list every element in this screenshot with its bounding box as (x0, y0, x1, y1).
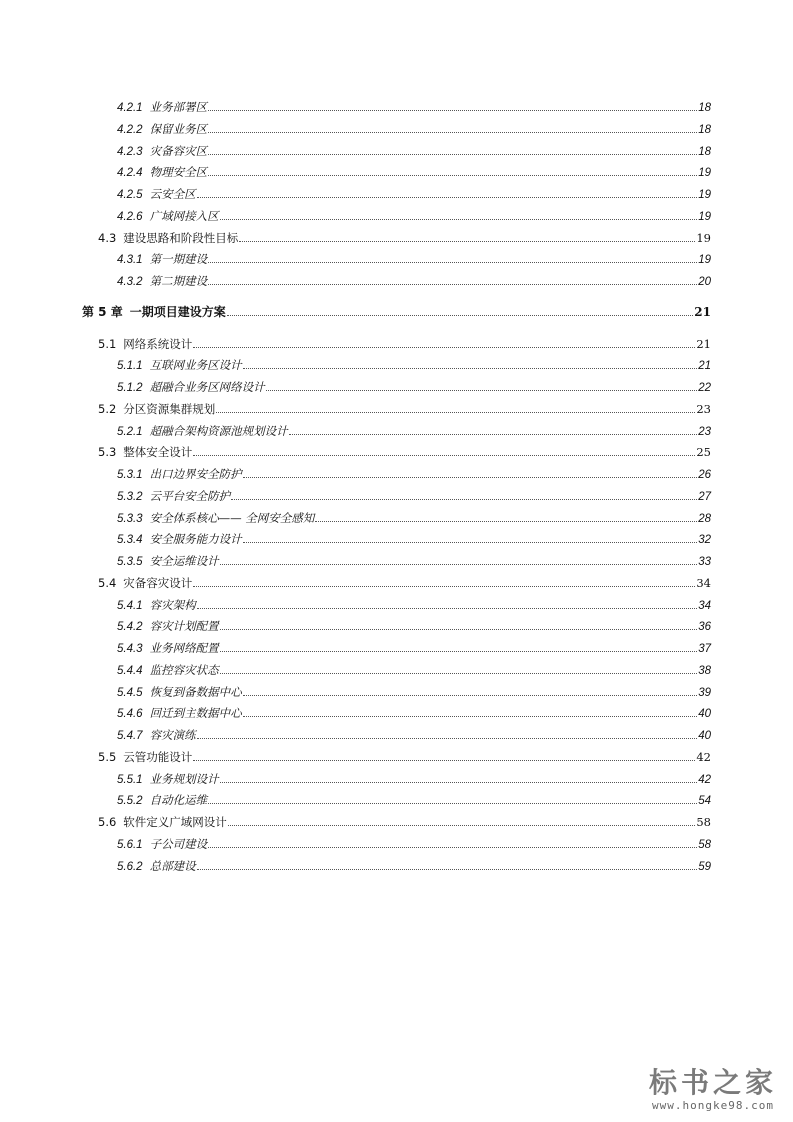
toc-entry-page-number: 18 (698, 123, 711, 136)
toc-entry-title: 总部建设 (149, 858, 196, 873)
toc-entry-title: 第一期建设 (149, 252, 208, 267)
toc-entry-title: 超融合架构资源池规划设计 (149, 423, 288, 438)
toc-entry-page-number: 19 (696, 230, 711, 245)
toc-subsection-entry[interactable] (117, 465, 711, 483)
toc-entry-page-number: 40 (698, 708, 711, 721)
toc-entry-title: 自动化运维 (149, 793, 208, 808)
toc-dot-leader (216, 412, 695, 413)
toc-entry-page-number: 26 (698, 469, 711, 481)
toc-entry-page-number: 34 (696, 575, 711, 590)
toc-entry-title: 分区资源集群规划 (123, 401, 216, 416)
toc-dot-leader (208, 110, 697, 111)
toc-dot-leader (197, 197, 698, 198)
toc-entry-page-number: 21 (698, 360, 711, 373)
toc-entry-page-number: 58 (696, 815, 711, 829)
toc-entry-title: 灾备容灾设计 (123, 575, 193, 590)
toc-dot-leader (193, 455, 695, 456)
watermark-url: www.hongke98.com (652, 1099, 774, 1112)
toc-subsection-entry[interactable] (117, 835, 711, 853)
toc-entry-page-number: 42 (698, 773, 711, 786)
toc-entry-page-number: 38 (698, 664, 711, 677)
toc-dot-leader (193, 586, 695, 587)
toc-section-entry[interactable] (98, 574, 711, 592)
toc-dot-leader (208, 154, 697, 155)
toc-entry-page-number: 39 (698, 686, 711, 699)
toc-entry-number: 4.2.3 (117, 145, 143, 158)
toc-entry-page-number: 18 (698, 145, 711, 158)
toc-entry-title: 安全运维设计 (149, 554, 219, 568)
toc-subsection-entry[interactable] (117, 163, 711, 181)
toc-entry-page-number: 27 (698, 490, 711, 503)
toc-dot-leader (231, 499, 697, 500)
toc-entry-title: 超融合业务区网络设计 (149, 380, 265, 394)
toc-entry-number: 5.3.1 (117, 469, 143, 481)
toc-subsection-entry[interactable] (117, 552, 711, 570)
toc-entry-number: 5.6 (98, 815, 117, 829)
toc-subsection-entry[interactable] (117, 770, 711, 788)
toc-entry-page-number: 22 (698, 382, 711, 394)
toc-entry-title: 建设思路和阶段性目标 (123, 230, 239, 245)
toc-subsection-entry[interactable] (117, 356, 711, 374)
toc-entry-title: 容灾演练 (149, 728, 196, 742)
toc-entry-number: 5.4 (98, 575, 117, 590)
toc-subsection-entry[interactable] (117, 250, 711, 268)
toc-subsection-entry[interactable] (117, 617, 711, 635)
toc-entry-number: 5.3.5 (117, 556, 143, 568)
toc-dot-leader (243, 716, 698, 717)
toc-entry-title: 云平台安全防护 (149, 488, 231, 503)
toc-dot-leader (239, 241, 695, 242)
toc-subsection-entry[interactable] (117, 530, 711, 548)
toc-entry-title: 互联网业务区设计 (149, 358, 242, 373)
toc-entry-number: 4.3.2 (117, 276, 143, 288)
toc-dot-leader (227, 315, 694, 316)
toc-entry-page-number: 25 (696, 445, 711, 460)
toc-dot-leader (315, 521, 697, 522)
toc-section-entry[interactable] (98, 229, 711, 247)
toc-dot-leader (208, 284, 697, 285)
toc-chapter-entry[interactable] (82, 303, 711, 321)
toc-entry-number: 5.1.2 (117, 382, 143, 394)
toc-entry-title: 整体安全设计 (123, 445, 193, 460)
toc-entry-number: 5.4.4 (117, 664, 143, 677)
toc-dot-leader (220, 673, 698, 674)
toc-entry-page-number: 19 (698, 189, 711, 201)
toc-entry-page-number: 58 (698, 838, 711, 851)
toc-subsection-entry[interactable] (117, 683, 711, 701)
toc-dot-leader (220, 651, 698, 652)
toc-entry-title: 安全体系核心—— 全网安全感知 (149, 510, 315, 525)
toc-dot-leader (228, 825, 696, 826)
toc-subsection-entry[interactable] (117, 207, 711, 225)
toc-entry-page-number: 28 (698, 512, 711, 525)
toc-entry-number: 5.4.7 (117, 730, 143, 742)
toc-entry-page-number: 18 (698, 102, 711, 114)
toc-entry-number: 5.3.4 (117, 534, 143, 547)
toc-entry-title: 子公司建设 (149, 836, 208, 851)
toc-section-entry[interactable] (98, 748, 711, 766)
toc-dot-leader (243, 477, 698, 478)
toc-dot-leader (220, 629, 698, 630)
toc-entry-title: 出口边界安全防护 (149, 467, 242, 481)
toc-entry-page-number: 40 (698, 730, 711, 742)
toc-entry-page-number: 37 (698, 643, 711, 655)
toc-subsection-entry[interactable] (117, 726, 711, 744)
toc-dot-leader (208, 175, 697, 176)
toc-dot-leader (193, 760, 695, 761)
toc-entry-page-number: 23 (696, 401, 711, 416)
toc-entry-title: 云安全区 (149, 187, 196, 201)
toc-dot-leader (289, 434, 698, 435)
toc-entry-number: 5.4.6 (117, 708, 143, 721)
toc-dot-leader (220, 219, 698, 220)
toc-subsection-entry[interactable] (117, 120, 711, 138)
toc-entry-title: 一期项目建设方案 (129, 304, 226, 319)
toc-subsection-entry[interactable] (117, 487, 711, 505)
toc-entry-title: 安全服务能力设计 (149, 532, 242, 547)
toc-section-entry[interactable] (98, 443, 711, 461)
toc-entry-number: 5.2 (98, 401, 117, 416)
toc-subsection-entry[interactable] (117, 639, 711, 657)
toc-entry-page-number: 36 (698, 621, 711, 634)
toc-entry-page-number: 59 (698, 860, 711, 873)
toc-entry-number: 5.3.2 (117, 490, 143, 503)
toc-subsection-entry[interactable] (117, 378, 711, 396)
toc-subsection-entry[interactable] (117, 422, 711, 440)
toc-entry-number: 5.4.5 (117, 686, 143, 699)
toc-dot-leader (208, 262, 697, 263)
toc-entry-page-number: 19 (698, 210, 711, 223)
toc-subsection-entry[interactable] (117, 661, 711, 679)
toc-section-entry[interactable] (98, 335, 711, 353)
toc-entry-number: 4.2.5 (117, 189, 143, 201)
toc-dot-leader (208, 132, 697, 133)
toc-entry-page-number: 42 (696, 749, 711, 764)
toc-entry-number: 4.3 (98, 230, 117, 245)
toc-dot-leader (193, 347, 695, 348)
toc-subsection-entry[interactable] (117, 98, 711, 116)
toc-entry-number: 5.1 (98, 336, 117, 351)
toc-entry-number: 5.4.3 (117, 643, 143, 655)
toc-entry-title: 业务规划设计 (149, 771, 219, 786)
toc-subsection-entry[interactable] (117, 272, 711, 290)
toc-subsection-entry[interactable] (117, 142, 711, 160)
toc-dot-leader (208, 847, 697, 848)
toc-dot-leader (220, 564, 698, 565)
toc-entry-title: 物理安全区 (149, 165, 208, 180)
toc-entry-title: 网络系统设计 (123, 336, 193, 351)
toc-entry-title: 回迁到主数据中心 (149, 706, 242, 721)
toc-entry-number: 5.3.3 (117, 512, 143, 525)
toc-section-entry[interactable] (98, 400, 711, 418)
toc-section-entry[interactable] (98, 813, 711, 831)
watermark-logo: 标书之家 (648, 1066, 777, 1099)
toc-dot-leader (197, 869, 698, 870)
toc-entry-number: 5.5 (98, 749, 117, 764)
toc-entry-number: 5.6.2 (117, 860, 143, 873)
toc-entry-page-number: 21 (696, 336, 711, 351)
toc-entry-page-number: 34 (698, 599, 711, 612)
toc-dot-leader (197, 608, 698, 609)
toc-entry-number: 4.3.1 (117, 254, 143, 267)
toc-dot-leader (243, 695, 698, 696)
toc-subsection-entry[interactable] (117, 791, 711, 809)
toc-entry-number: 5.5.1 (117, 773, 143, 786)
toc-entry-number: 5.5.2 (117, 795, 143, 808)
toc-entry-number: 第 5 章 (82, 304, 123, 319)
toc-entry-title: 灾备容灾区 (149, 143, 208, 158)
toc-entry-title: 云管功能设计 (123, 749, 193, 764)
toc-entry-title: 软件定义广域网设计 (123, 815, 227, 829)
toc-entry-page-number: 23 (698, 425, 711, 438)
toc-entry-title: 第二期建设 (149, 274, 208, 288)
toc-entry-number: 4.2.2 (117, 123, 143, 136)
toc-entry-number: 5.4.1 (117, 599, 143, 612)
toc-entry-number: 5.2.1 (117, 425, 143, 438)
toc-entry-number: 5.3 (98, 445, 117, 460)
toc-entry-title: 容灾计划配置 (149, 619, 219, 634)
toc-entry-page-number: 54 (698, 795, 711, 808)
toc-dot-leader (197, 738, 698, 739)
toc-entry-page-number: 19 (698, 254, 711, 267)
toc-entry-page-number: 21 (694, 304, 711, 319)
toc-entry-title: 容灾架构 (149, 597, 196, 612)
toc-entry-number: 4.2.6 (117, 210, 143, 223)
toc-entry-title: 保留业务区 (149, 121, 208, 136)
toc-entry-title: 监控容灾状态 (149, 662, 219, 677)
toc-entry-number: 5.1.1 (117, 360, 143, 373)
toc-entry-number: 5.6.1 (117, 838, 143, 851)
toc-subsection-entry[interactable] (117, 509, 711, 527)
toc-entry-page-number: 19 (698, 167, 711, 180)
toc-dot-leader (208, 803, 697, 804)
watermark (643, 1067, 783, 1112)
toc-entry-title: 业务部署区 (149, 100, 208, 114)
toc-entry-title: 恢复到备数据中心 (149, 684, 242, 699)
toc-dot-leader (266, 390, 698, 391)
toc-dot-leader (243, 542, 698, 543)
toc-subsection-entry[interactable] (117, 596, 711, 614)
toc-subsection-entry[interactable] (117, 185, 711, 203)
toc-entry-number: 4.2.1 (117, 102, 143, 114)
toc-entry-page-number: 32 (698, 534, 711, 547)
toc-subsection-entry[interactable] (117, 857, 711, 875)
toc-dot-leader (220, 782, 698, 783)
toc-entry-page-number: 20 (698, 276, 711, 288)
toc-entry-page-number: 33 (698, 556, 711, 568)
toc-entry-title: 广域网接入区 (149, 208, 219, 223)
toc-entry-number: 4.2.4 (117, 167, 143, 180)
toc-entry-number: 5.4.2 (117, 621, 143, 634)
toc-dot-leader (243, 368, 698, 369)
toc-entry-title: 业务网络配置 (149, 641, 219, 655)
toc-subsection-entry[interactable] (117, 704, 711, 722)
